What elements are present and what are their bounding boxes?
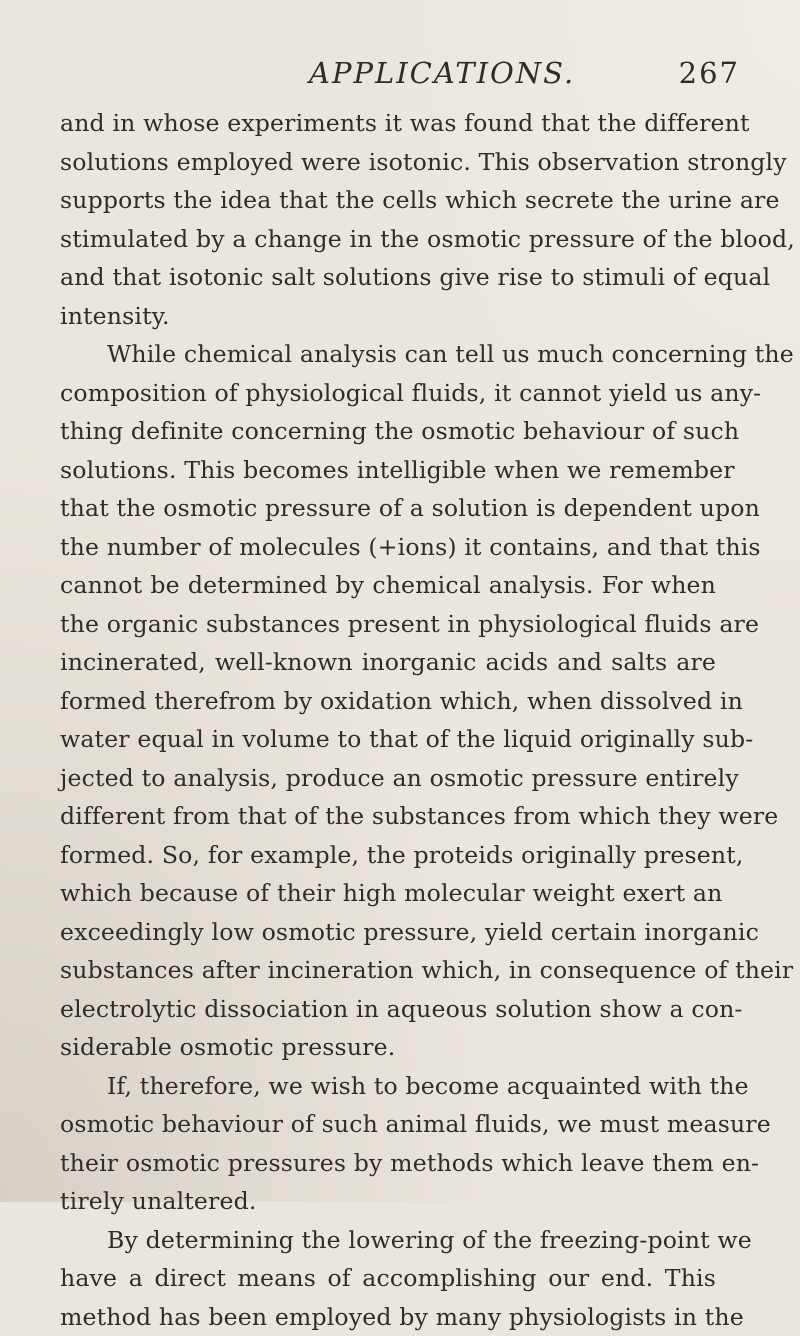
text-line: formed therefrom by oxidation which, when dissolved in (60, 682, 716, 721)
body-text (60, 104, 716, 1336)
text-line: intensity. (60, 297, 716, 336)
text-line: their osmotic pressures by methods which leave them en- (60, 1144, 716, 1183)
text-line: formed. So, for example, the proteids originally present, (60, 836, 716, 875)
text-line: substances after incineration which, in consequence of their (60, 951, 716, 990)
text-line: By determining the lowering of the freezing-point we (60, 1221, 716, 1260)
text-line: stimulated by a change in the osmotic pressure of the blood, (60, 220, 716, 259)
text-line: different from that of the substances from which they were (60, 797, 716, 836)
running-head-title: APPLICATIONS. (309, 56, 575, 90)
text-line: have a direct means of accomplishing our end. This (60, 1259, 716, 1298)
text-line: and in whose experiments it was found that the different (60, 104, 716, 143)
text-line: method has been employed by many physiologists in the (60, 1298, 716, 1336)
text-line: electrolytic dissociation in aqueous solution show a con- (60, 990, 716, 1029)
text-line: that the osmotic pressure of a solution is dependent upon (60, 489, 716, 528)
text-line: thing definite concerning the osmotic behaviour of such (60, 412, 716, 451)
text-line: and that isotonic salt solutions give rise to stimuli of equal (60, 258, 716, 297)
text-line: siderable osmotic pressure. (60, 1028, 716, 1067)
text-line: If, therefore, we wish to become acquainted with the (60, 1067, 716, 1106)
text-line: the organic substances present in physiological fluids are (60, 605, 716, 644)
text-line: osmotic behaviour of such animal fluids, we must measure (60, 1105, 716, 1144)
text-line: While chemical analysis can tell us much concerning the (60, 335, 716, 374)
page-number: 267 (679, 56, 740, 90)
text-line: solutions employed were isotonic. This observation strongly (60, 143, 716, 182)
text-line: supports the idea that the cells which secrete the urine are (60, 181, 716, 220)
text-line: incinerated, well-known inorganic acids and salts are (60, 643, 716, 682)
text-line: jected to analysis, produce an osmotic pressure entirely (60, 759, 716, 798)
text-line: tirely unaltered. (60, 1182, 716, 1221)
text-line: composition of physiological fluids, it cannot yield us any- (60, 374, 716, 413)
running-head (60, 56, 716, 104)
text-line: cannot be determined by chemical analysis. For when (60, 566, 716, 605)
text-line: the number of molecules (+ions) it contains, and that this (60, 528, 716, 567)
text-line: exceedingly low osmotic pressure, yield certain inorganic (60, 913, 716, 952)
text-line: solutions. This becomes intelligible when we remember (60, 451, 716, 490)
text-line: which because of their high molecular weight exert an (60, 874, 716, 913)
text-line: water equal in volume to that of the liquid originally sub- (60, 720, 716, 759)
